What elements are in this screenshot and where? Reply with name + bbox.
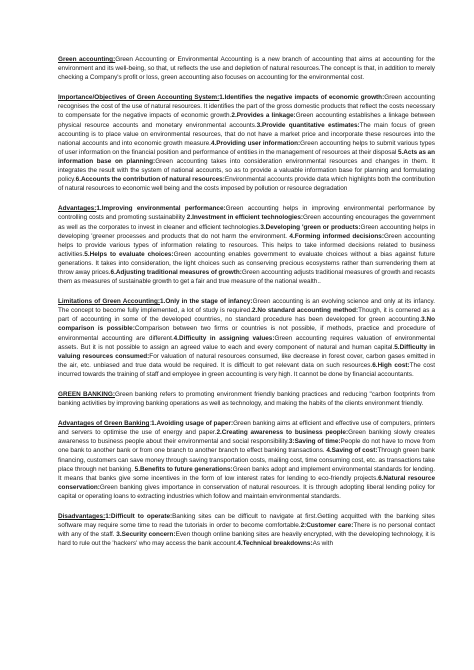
body-text: For valuation of natural resources consumed, like decrease in forest cover, carbon gases emitted in the air, etc. unbiased and true data would be required. It is difficult to get relevant data on such resources. — [58, 352, 435, 369]
section-heading: Advantages of Green Banking — [58, 420, 150, 428]
point-heading: 1.Identifies the negative impacts of economic growth: — [219, 94, 385, 102]
body-text: Green accounting helps to provide various types of information relating to resources. This helps to take informed decisions related to business activities. — [58, 232, 435, 258]
point-heading: 5.Difficulty in valuing resources consumed: — [58, 343, 435, 360]
point-heading: 4.Forming informed decisions: — [289, 232, 384, 240]
point-heading: 1.Avoiding usage of paper: — [151, 420, 234, 428]
body-text: There is no personal contact with any of the staff. — [58, 522, 435, 539]
disadvantages-paragraph — [58, 512, 435, 548]
body-text: Green accounting is an evolving science and only at its infancy. The concept to become fully implemented, a lot of study is required. — [58, 298, 435, 315]
section-heading: Advantages: — [58, 205, 97, 213]
green-accounting-paragraph — [58, 55, 435, 82]
section-heading: Importance/Objectives of Green Accounting System: — [58, 94, 220, 102]
point-heading: 1.Only in the stage of infancy: — [159, 298, 253, 306]
point-heading: 4.Technical breakdowns: — [237, 540, 313, 548]
importance-paragraph — [58, 93, 435, 193]
point-heading: 6.Accounts the contribution of natural resources: — [75, 176, 225, 184]
body-text: Green accounting encourages the government as well as the corporates to invest in cleaner and efficient technologies. — [58, 214, 435, 231]
body-text: Green accounting establishes a linkage between physical resource accounts and monetary environmental accounts. — [58, 112, 435, 129]
point-heading: 4.Providing user information: — [210, 139, 301, 147]
body-text: Though, it is cornered as a part of accounting in some of the developed countries, no standard procedure has been developed for green accounting. — [58, 307, 435, 324]
point-heading: 3.Developing 'green or products: — [260, 223, 361, 231]
body-text: Even though online banking sites are heavily encrypted, with the developing technology, it is hard to rule out the 'hackers' who may access the bank account. — [58, 531, 435, 548]
body-text: Green accounting helps in developing 'greener processes and products that do not harm the environment. — [58, 223, 435, 240]
point-heading: 5.Helps to evaluate choices: — [84, 250, 174, 258]
point-heading: 5.Benefits to future generations: — [134, 465, 233, 473]
body-text: Comparison between two firms or countries is not possible, if methods, practice and procedure of environmental accounting are different. — [58, 325, 435, 342]
point-heading: 3.Security concern: — [116, 531, 176, 539]
point-heading: 3.No comparison is possible: — [58, 316, 435, 333]
point-heading: 2.No standard accounting method: — [252, 307, 359, 315]
body-text: Green accounting enables government to evaluate choices without a bias against future generations. It takes into consideration, the light choices such as conserving precious ecosystems rather than surrendering them at throw away prices. — [58, 250, 435, 276]
section-heading: Green accounting: — [58, 56, 116, 63]
point-heading: 4.Saving of cost: — [326, 447, 378, 455]
point-heading: 6.High cost: — [372, 361, 410, 369]
point-heading: 6.Adjusting traditional measures of growth: — [110, 268, 242, 276]
green-banking-paragraph — [58, 390, 435, 408]
body-text: The cost incurred towards the training of staff and employee in green accounting is very high. It cannot be done by financial accountants. — [58, 361, 436, 378]
body-text: Green accounting requires valuation of environmental assets. But it is not possible to assign an agreed value to each and every component of natural and human capital. — [58, 334, 435, 351]
body-text: Green Accounting or Environmental Accounting is a new branch of accounting that aims at accounting for the environment and its well-being, so that, ut reflects the use and depletion of natural resources.The concept is that, in addition to merely checking a Company's profit or loss, green accounting also focuses on accounting for the environmental cost. — [58, 56, 435, 82]
point-heading: 2.Creating awareness to business people: — [216, 429, 349, 437]
body-text: Green banking aims at efficient and effective use of computers, printers and servers to optimise the use of energy and paper. — [58, 420, 435, 437]
body-text: As with — [312, 540, 334, 548]
body-text: Green banks adopt and implement environmental standards for lending. It means that banks give some incentives in the form of low interest rates for lending to eco-friendly projects. — [58, 465, 435, 482]
point-heading: 6.Natural resource conservation: — [58, 474, 435, 491]
body-text: Green accounting takes into consideration environmental resources and changes in them. It integrates the result with the system of national accounts, so as to provide a valuable information base for planning and formulating policy. — [58, 157, 435, 184]
body-text: Green accounting recognises the cost of the use of natural resources. It identifies the part of the gross domestic products that reflect the costs necessary to compensate for the negative impacts of economic growth. — [58, 94, 435, 120]
body-text: Green accounting helps in improving environmental performance by controlling costs and promoting sustainability — [58, 205, 435, 222]
green-banking-advantages-paragraph — [58, 419, 435, 501]
point-heading: 3.Provide quantitative estimates: — [256, 121, 360, 129]
body-text: People do not have to move from one bank to another bank or from one branch to another branch to effect banking transactions. — [58, 438, 435, 455]
point-heading: 3:Saving of time: — [288, 438, 341, 446]
body-text: The main focus of green accounting is to place value on environmental resources, that do not have a market price and incorporate these resources into the national accounts and into economic growth measure. — [58, 121, 435, 147]
point-heading: 5.Acts as an information base on planning: — [58, 148, 435, 165]
advantages-paragraph — [58, 204, 435, 286]
point-heading: 2.Provides a linkage: — [231, 112, 296, 120]
limitations-paragraph — [58, 297, 435, 379]
point-heading: 2.Investment in efficient technologies: — [186, 214, 304, 222]
body-text: Green banking slowly creates awareness to business people about their environmental and social responsibility. — [58, 429, 436, 446]
point-heading: 4.Difficulty in assigning values: — [173, 334, 275, 342]
point-heading: 2:Customer care: — [300, 522, 354, 530]
body-text: Environmental accounts provide data which highlights both the contribution of natural resources to economic well being and the costs imposed by pollution or resource degradation — [58, 176, 435, 193]
body-text: Green accounting adjusts traditional measures of growth and recasts them as measures of sustainable growth to get a fair and true measure of the national wealth.. — [58, 268, 435, 286]
body-text: : — [149, 420, 152, 428]
body-text: Green accounting helps to submit various types of user information on the financial position and performance of entities in the management of resources at their disposal — [58, 139, 436, 156]
point-heading: 1.Improving environmental performance: — [96, 205, 226, 213]
point-heading: 1:Difficult to operate: — [105, 513, 173, 521]
body-text: Green banking refers to promoting environment friendly banking practices and reducing "carbon footprints from banking activities by improving banking operations as well as technology, and making the habits of the clients environment friendly. — [58, 391, 435, 408]
body-text: Banking sites can be difficult to navigate at first.Getting acquitted with the banking sites software may require some time to read the tutorials in order to become comfortable. — [58, 513, 435, 530]
section-heading: GREEN BANKING: — [58, 391, 115, 398]
body-text: Green banking gives importance in conservation of natural resources. It is through adopting liberal lending policy for capital or operating loans to extracting industries which follow and maintain environmental standards. — [58, 483, 435, 500]
section-heading: Disadvantages: — [58, 513, 106, 521]
body-text: Through green bank financing, customers can save money through saving transportation costs, mailing cost, time consuming cost, etc. as transactions take place through net banking. — [58, 447, 435, 473]
section-heading: Limitations of Green Accounting: — [58, 298, 160, 306]
